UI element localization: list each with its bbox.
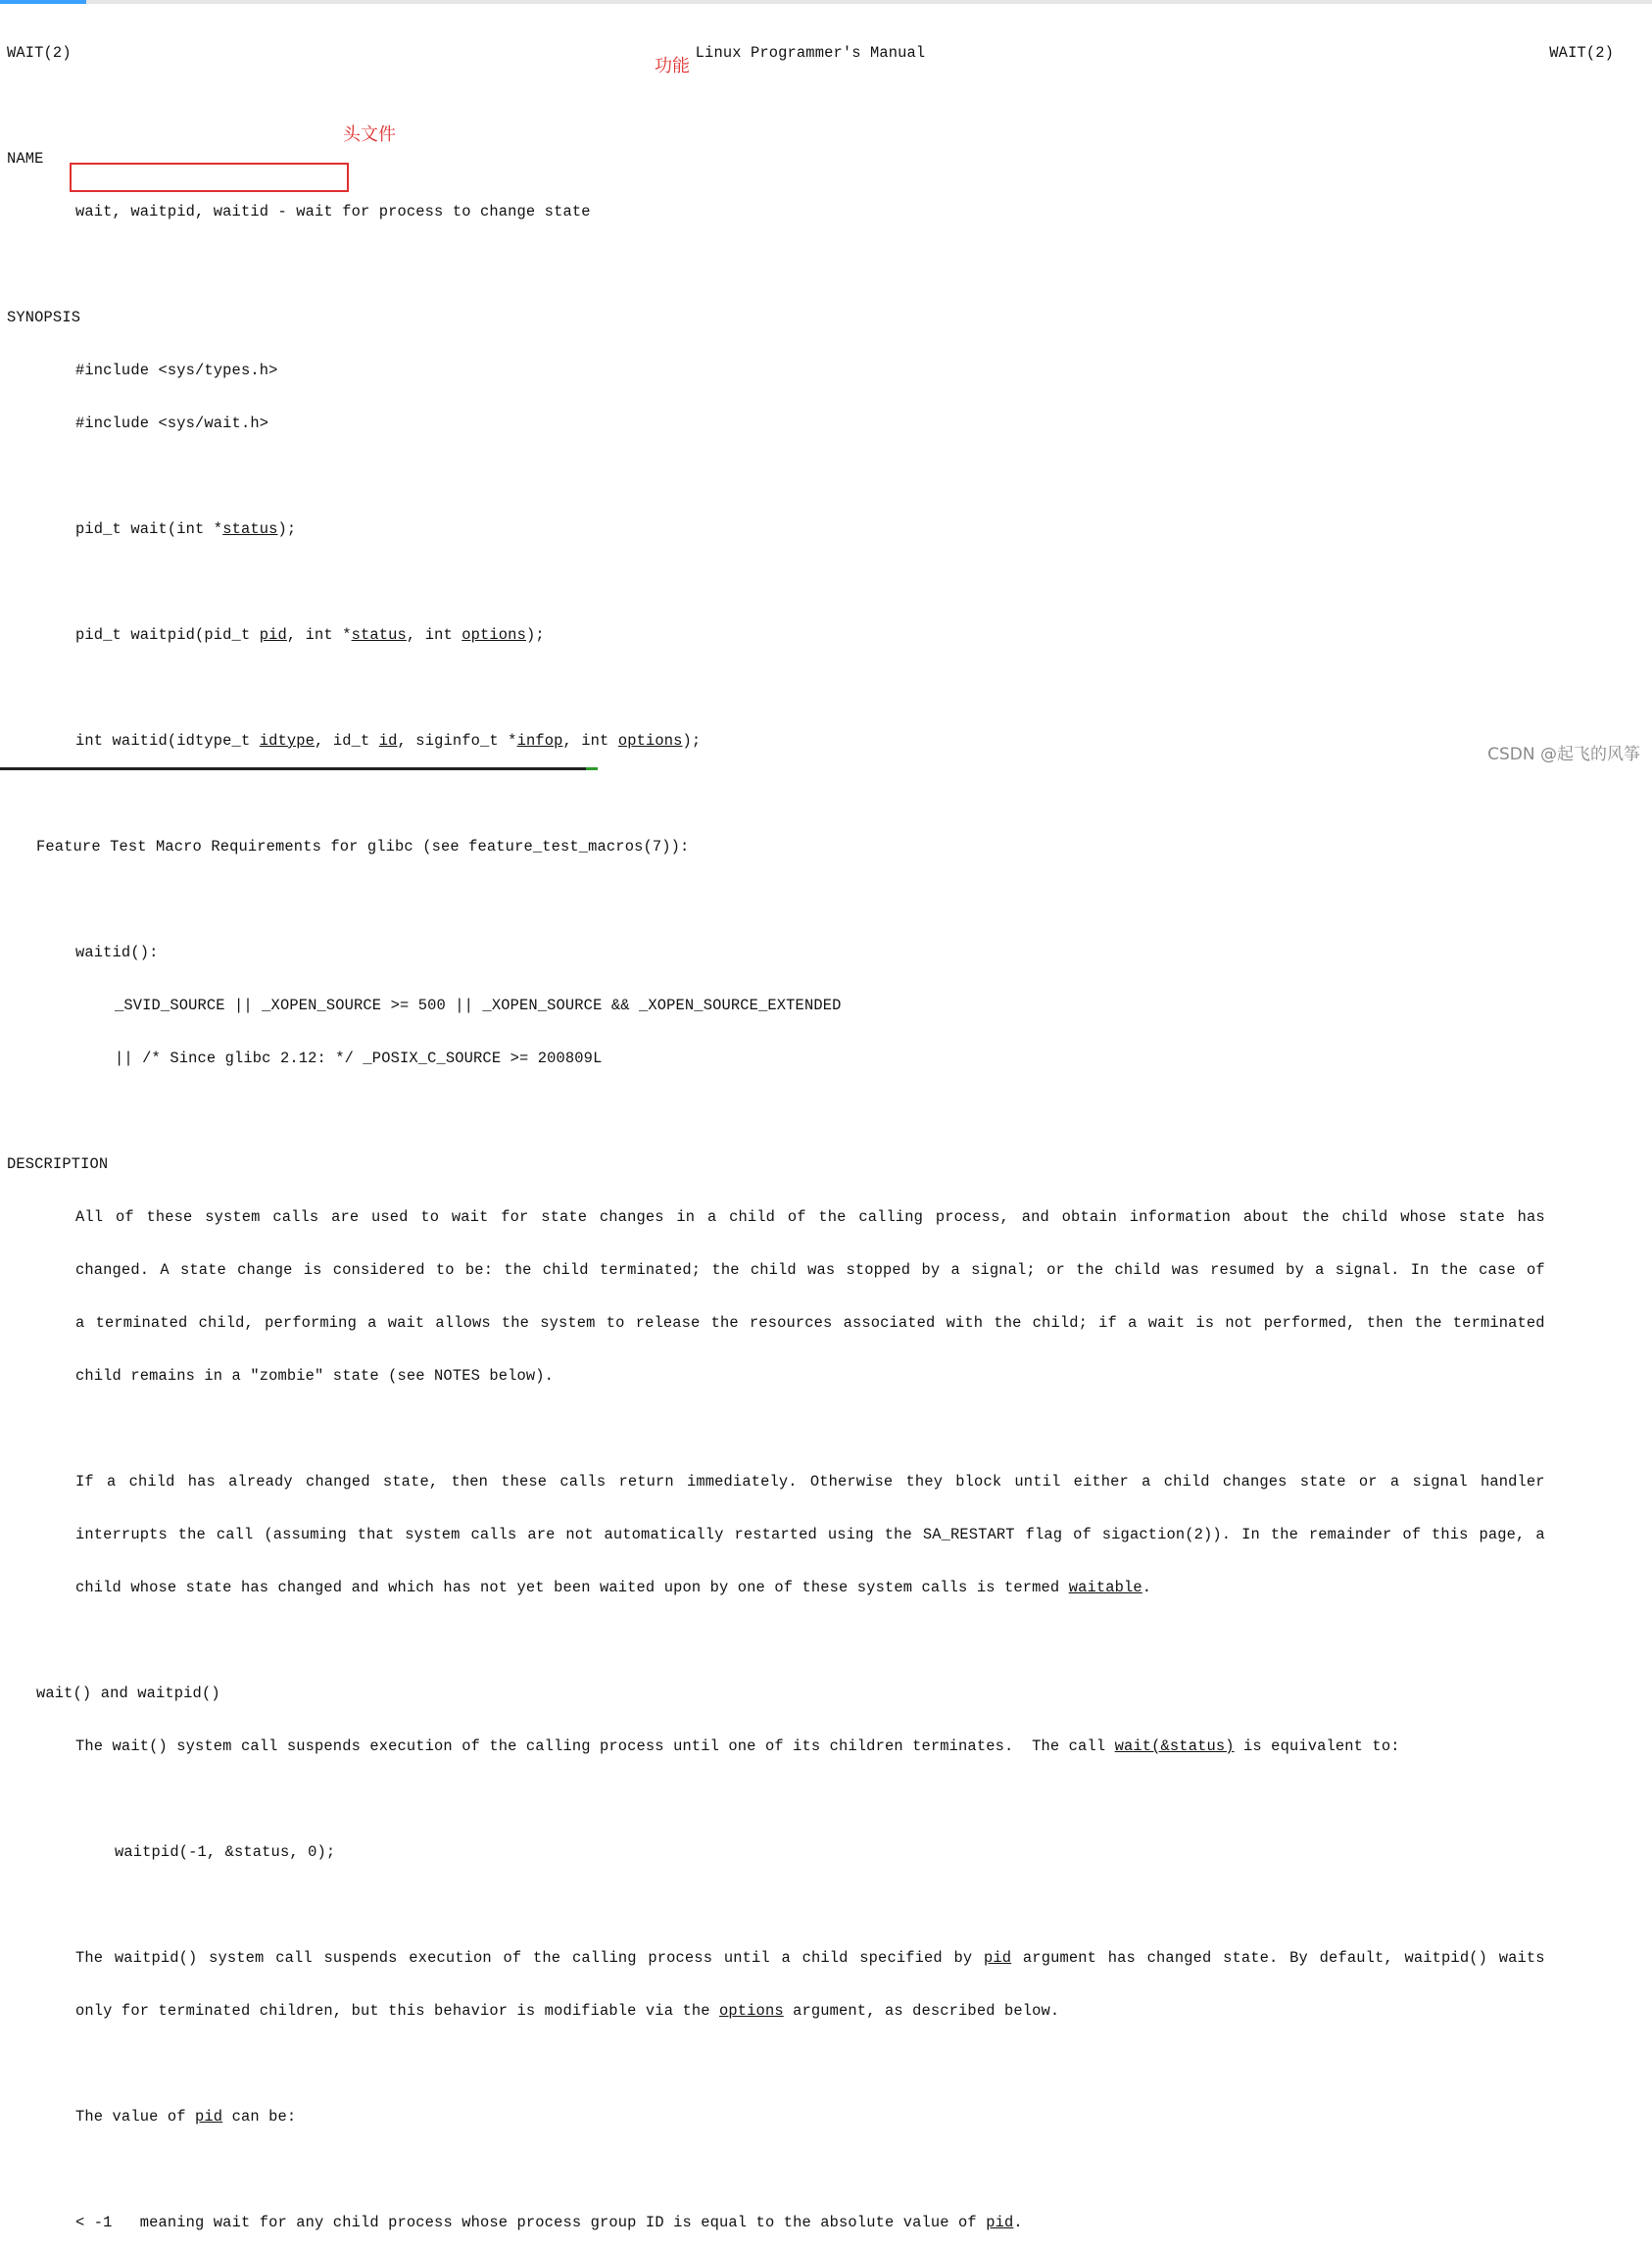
word: A xyxy=(160,1261,170,1279)
word: argument xyxy=(1022,1949,1097,1967)
word: of xyxy=(787,1208,806,1226)
header-left: WAIT(2) xyxy=(7,44,72,62)
word: terminated xyxy=(1452,1314,1545,1332)
word: resources xyxy=(749,1314,833,1332)
word: was xyxy=(1171,1261,1199,1279)
word: handler xyxy=(1480,1473,1545,1491)
word: remainder xyxy=(1308,1526,1392,1543)
word: system xyxy=(405,1526,461,1543)
word: calls xyxy=(470,1526,517,1543)
word: are xyxy=(527,1526,556,1543)
word: to xyxy=(606,1314,625,1332)
word: the xyxy=(818,1208,847,1226)
word: used xyxy=(371,1208,409,1226)
section-name: NAME xyxy=(7,150,44,168)
waitpid-proto-text: pid_t waitpid(pid_t xyxy=(75,626,260,644)
p5-text: The value of xyxy=(75,2108,196,2126)
word: to xyxy=(420,1208,440,1226)
word: for xyxy=(501,1208,529,1226)
pid-lt-minus-one xyxy=(7,2214,1645,2231)
word: a xyxy=(706,1208,717,1226)
macro-line-2: || /* Since glibc 2.12: */ _POSIX_C_SOURCE >= 200809L xyxy=(115,1050,603,1067)
word: All xyxy=(75,1208,104,1226)
param-pid: pid xyxy=(259,626,287,644)
word: not xyxy=(565,1526,594,1543)
waitpid-proto-sep: , int * xyxy=(286,626,352,644)
man-page-terminal xyxy=(7,9,1645,2231)
word: automatically xyxy=(604,1526,724,1543)
word: associated xyxy=(843,1314,936,1332)
annotation-function: 功能 xyxy=(655,56,690,76)
word: with xyxy=(946,1314,984,1332)
word: calls xyxy=(559,1473,607,1491)
word: call xyxy=(216,1526,254,1543)
word: waits xyxy=(1498,1949,1545,1967)
word: the xyxy=(994,1314,1022,1332)
word: a xyxy=(367,1314,377,1332)
desc-p4-line2 xyxy=(7,2002,1645,2020)
word: a xyxy=(950,1261,960,1279)
word: child xyxy=(802,1949,849,1967)
word: suspends xyxy=(323,1949,398,1967)
terminal-bottom-line xyxy=(0,767,586,770)
param-pid: pid xyxy=(984,1949,1012,1967)
header-center: Linux Programmer's Manual xyxy=(695,44,926,62)
word: of xyxy=(1526,1261,1545,1279)
param-pid: pid xyxy=(195,2108,223,2126)
desc-p2-line1 xyxy=(7,1473,1545,1491)
word: child xyxy=(750,1261,797,1279)
p3-text: The wait() system call suspends execution of the calling process until one of its children terminates. The call xyxy=(75,1737,1115,1755)
word: if xyxy=(1098,1314,1117,1332)
desc-p1-line2 xyxy=(7,1261,1545,1279)
word: state. xyxy=(1223,1949,1279,1967)
word: process, xyxy=(935,1208,1009,1226)
word: terminated xyxy=(95,1314,188,1332)
word: calling xyxy=(858,1208,924,1226)
param-options: options xyxy=(617,732,683,750)
word: obtain xyxy=(1061,1208,1117,1226)
wait-proto-end: ); xyxy=(277,520,297,538)
word: process xyxy=(648,1949,713,1967)
macro-line-1: _SVID_SOURCE || _XOPEN_SOURCE >= 500 || _XOPEN_SOURCE && _XOPEN_SOURCE_EXTENDED xyxy=(115,997,842,1014)
word: waitpid() xyxy=(114,1949,198,1967)
word: performing xyxy=(265,1314,357,1332)
word: the xyxy=(710,1314,739,1332)
word: until xyxy=(723,1949,770,1967)
word: is xyxy=(1195,1314,1215,1332)
desc-p1-line4: child remains in a "zombie" state (see NOTES below). xyxy=(75,1367,555,1385)
word: is xyxy=(303,1261,322,1279)
param-idtype: idtype xyxy=(259,732,316,750)
word: state, xyxy=(382,1473,439,1491)
word: or xyxy=(1358,1473,1378,1491)
word: of xyxy=(503,1949,522,1967)
word: immediately. xyxy=(687,1473,798,1491)
window-top-bar xyxy=(0,0,1652,4)
param-infop: infop xyxy=(516,732,563,750)
word: a xyxy=(1315,1261,1325,1279)
word: state xyxy=(1299,1473,1346,1491)
word: be: xyxy=(464,1261,494,1279)
word: wait xyxy=(1147,1314,1186,1332)
word: the xyxy=(1076,1261,1104,1279)
word: signal. xyxy=(1335,1261,1400,1279)
word: that xyxy=(357,1526,395,1543)
word: about xyxy=(1242,1208,1289,1226)
word: The xyxy=(75,1949,104,1967)
word: change xyxy=(237,1261,293,1279)
section-synopsis: SYNOPSIS xyxy=(7,309,81,326)
word: changes xyxy=(1222,1473,1288,1491)
word: and xyxy=(1021,1208,1049,1226)
word: Otherwise xyxy=(809,1473,894,1491)
word: resumed xyxy=(1210,1261,1275,1279)
word: the xyxy=(501,1314,530,1332)
word: this xyxy=(1432,1526,1469,1543)
word: the xyxy=(177,1526,206,1543)
word: of xyxy=(115,1208,134,1226)
word: changed xyxy=(306,1473,370,1491)
word: the xyxy=(711,1261,740,1279)
word: has xyxy=(1107,1949,1136,1967)
word: flag xyxy=(1025,1526,1063,1543)
word: call xyxy=(275,1949,313,1967)
word: waitpid() xyxy=(1404,1949,1487,1967)
waitpid-proto-end: ); xyxy=(525,626,545,644)
word: signal xyxy=(1412,1473,1468,1491)
p2-line3-end: . xyxy=(1142,1579,1152,1596)
word: child xyxy=(542,1261,589,1279)
word: state xyxy=(1458,1208,1505,1226)
word: until xyxy=(1014,1473,1061,1491)
word: considered xyxy=(332,1261,425,1279)
pid-case-text: meaning wait for any child process whose process group ID is equal to the absolute value of xyxy=(112,2214,987,2231)
word: by xyxy=(921,1261,941,1279)
wait-status-call: wait(&status) xyxy=(1114,1737,1235,1755)
feature-test-heading: Feature Test Macro Requirements for glibc (see feature_test_macros(7)): xyxy=(36,838,690,856)
word: a xyxy=(75,1314,85,1332)
word: changes xyxy=(599,1208,664,1226)
word: to xyxy=(435,1261,455,1279)
waitid-prototype xyxy=(7,732,1645,750)
cursor-marker xyxy=(586,767,598,770)
word: are xyxy=(331,1208,360,1226)
word: the xyxy=(1270,1526,1298,1543)
word: a xyxy=(1535,1526,1545,1543)
word: wait xyxy=(387,1314,425,1332)
word: page, xyxy=(1479,1526,1526,1543)
term-waitable: waitable xyxy=(1068,1579,1142,1596)
word: a xyxy=(1389,1473,1400,1491)
word: If xyxy=(75,1473,94,1491)
desc-p5 xyxy=(7,2108,1645,2126)
word: calling xyxy=(571,1949,637,1967)
word: allows xyxy=(435,1314,491,1332)
word: either xyxy=(1073,1473,1129,1491)
p4-line2-text: only for terminated children, but this behavior is modifiable via the xyxy=(75,2002,720,2020)
word: has xyxy=(187,1473,216,1491)
waitid-proto-sep: , siginfo_t * xyxy=(397,732,517,750)
desc-p3-line1 xyxy=(7,1737,1645,1755)
param-id: id xyxy=(378,732,398,750)
word: case xyxy=(1479,1261,1516,1279)
word: a xyxy=(106,1473,117,1491)
word: has xyxy=(1517,1208,1545,1226)
word: child, xyxy=(198,1314,254,1332)
word: these xyxy=(501,1473,548,1491)
word: state xyxy=(179,1261,226,1279)
word: then xyxy=(1366,1314,1404,1332)
word: the xyxy=(884,1526,912,1543)
word: specified xyxy=(859,1949,943,1967)
word: a xyxy=(781,1949,791,1967)
param-status: status xyxy=(351,626,407,644)
word: changed. xyxy=(75,1261,150,1279)
waitid-proto-sep: , int xyxy=(562,732,618,750)
waitid-label: waitid(): xyxy=(75,944,159,961)
include-wait: #include <sys/wait.h> xyxy=(75,415,269,432)
word: In xyxy=(1410,1261,1430,1279)
word: information xyxy=(1129,1208,1232,1226)
word: of xyxy=(1402,1526,1422,1543)
word: stopped xyxy=(846,1261,911,1279)
word: child xyxy=(1341,1208,1388,1226)
word: using xyxy=(827,1526,874,1543)
word: was xyxy=(807,1261,836,1279)
desc-p2-line3 xyxy=(7,1579,1645,1596)
word: block xyxy=(955,1473,1002,1491)
header-right: WAIT(2) xyxy=(1549,44,1614,62)
waitid-proto-sep: , id_t xyxy=(315,732,379,750)
waitid-proto-end: ); xyxy=(682,732,702,750)
word: the xyxy=(533,1949,561,1967)
pid-case-end: . xyxy=(1013,2214,1023,2231)
p4-line2-end: argument, as described below. xyxy=(783,2002,1060,2020)
word: the xyxy=(1414,1314,1442,1332)
word: by xyxy=(1286,1261,1304,1279)
word: these xyxy=(146,1208,193,1226)
word: sigaction(2)). xyxy=(1101,1526,1232,1543)
desc-p1-line3 xyxy=(7,1314,1545,1332)
param-options: options xyxy=(462,626,526,644)
name-line: wait, waitpid, waitid - wait for process to change state xyxy=(75,203,591,220)
word: In xyxy=(1241,1526,1260,1543)
desc-p4-line1 xyxy=(7,1949,1545,1967)
include-types: #include <sys/types.h> xyxy=(75,362,278,379)
word: system xyxy=(205,1208,261,1226)
word: interrupts xyxy=(75,1526,168,1543)
word: or xyxy=(1046,1261,1065,1279)
p2-line3-text: child whose state has changed and which has not yet been waited upon by one of these system calls is termed xyxy=(75,1579,1069,1596)
word: whose xyxy=(1400,1208,1447,1226)
word: child; xyxy=(1032,1314,1088,1332)
word: default, xyxy=(1319,1949,1393,1967)
word: state xyxy=(541,1208,588,1226)
word: child xyxy=(729,1208,776,1226)
subsection-wait-waitpid: wait() and waitpid() xyxy=(36,1685,220,1702)
param-options: options xyxy=(719,2002,784,2020)
waitpid-prototype xyxy=(7,626,1645,644)
waitid-proto-text: int waitid(idtype_t xyxy=(75,732,260,750)
word: return xyxy=(618,1473,674,1491)
word: a xyxy=(1142,1473,1151,1491)
wait-proto-text: pid_t wait(int * xyxy=(75,520,223,538)
wait-prototype xyxy=(7,520,1645,538)
word: the xyxy=(1439,1261,1468,1279)
word: child xyxy=(1163,1473,1210,1491)
word: execution xyxy=(409,1949,492,1967)
code-example: waitpid(-1, &status, 0); xyxy=(115,1843,336,1861)
highlight-box-wait-prototype xyxy=(70,163,349,192)
p3-end: is equivalent to: xyxy=(1234,1737,1400,1755)
word: by xyxy=(953,1949,973,1967)
word: (assuming xyxy=(264,1526,347,1543)
active-tab-indicator[interactable] xyxy=(0,0,86,4)
waitpid-proto-sep: , int xyxy=(406,626,462,644)
desc-p2-line2 xyxy=(7,1526,1545,1543)
word: then xyxy=(451,1473,488,1491)
word: child xyxy=(1114,1261,1161,1279)
pid-case-label: < -1 xyxy=(75,2214,113,2231)
word: release xyxy=(635,1314,701,1332)
word: wait xyxy=(451,1208,489,1226)
word: child xyxy=(128,1473,175,1491)
word: calls xyxy=(272,1208,319,1226)
param-status: status xyxy=(222,520,278,538)
word: in xyxy=(676,1208,696,1226)
desc-p1-line1 xyxy=(7,1208,1545,1226)
annotation-header-file: 头文件 xyxy=(343,124,396,145)
word: terminated; xyxy=(599,1261,702,1279)
p5-end: can be: xyxy=(222,2108,297,2126)
man-header xyxy=(7,44,1614,62)
word: SA_RESTART xyxy=(922,1526,1015,1543)
word: system xyxy=(209,1949,265,1967)
section-description: DESCRIPTION xyxy=(7,1155,109,1173)
param-pid: pid xyxy=(986,2214,1014,2231)
word: a xyxy=(1128,1314,1138,1332)
word: signal; xyxy=(971,1261,1036,1279)
word: system xyxy=(540,1314,596,1332)
word: the xyxy=(1301,1208,1330,1226)
word: they xyxy=(905,1473,944,1491)
word: of xyxy=(1073,1526,1092,1543)
word: By xyxy=(1289,1949,1308,1967)
word: performed, xyxy=(1263,1314,1356,1332)
word: not xyxy=(1225,1314,1253,1332)
word: already xyxy=(228,1473,293,1491)
word: the xyxy=(504,1261,532,1279)
word: changed xyxy=(1146,1949,1212,1967)
word: restarted xyxy=(734,1526,817,1543)
csdn-watermark: CSDN @起飞的风筝 xyxy=(1487,745,1640,764)
